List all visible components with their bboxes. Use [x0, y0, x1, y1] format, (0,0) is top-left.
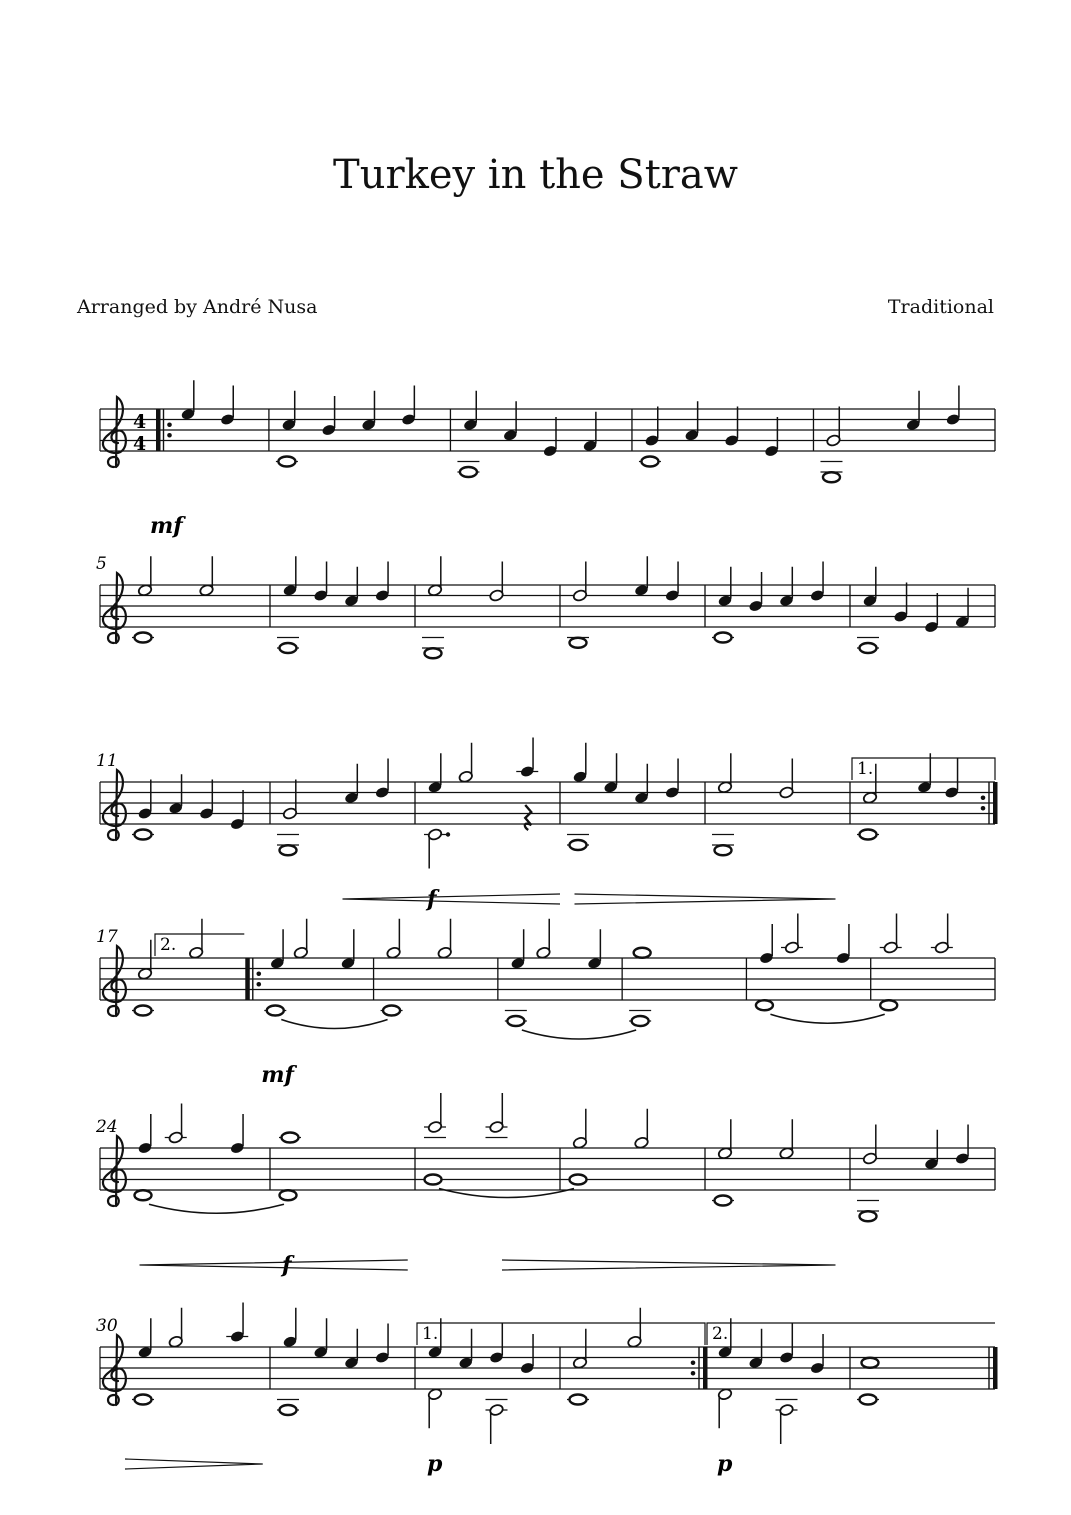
whole-note [715, 633, 732, 643]
tie [149, 1204, 284, 1213]
measure [570, 1109, 706, 1190]
measure [567, 743, 705, 850]
measure [132, 774, 270, 839]
thick-barline [993, 782, 998, 824]
repeat-dot [981, 806, 986, 811]
whole-note [634, 948, 651, 958]
whole-note [383, 1006, 400, 1016]
dynamic-marking: p [717, 1451, 733, 1477]
staff-system [96, 554, 995, 658]
volta-label: 1. [422, 1324, 439, 1344]
measure [457, 391, 632, 477]
volta-label: 2. [160, 935, 177, 955]
diminuendo-hairpin [125, 1459, 263, 1469]
staff-system [95, 1093, 995, 1278]
repeat-dot [691, 1371, 696, 1376]
staff-system [96, 738, 998, 913]
whole-note [135, 1395, 152, 1405]
quarter-rest [525, 805, 531, 830]
measure-number: 24 [96, 1117, 118, 1137]
whole-note [570, 1395, 587, 1405]
whole-note [823, 472, 840, 482]
repeat-dot [167, 422, 172, 427]
whole-note [135, 1190, 152, 1200]
measure [417, 1318, 705, 1444]
crescendo-hairpin [343, 894, 561, 904]
measure [276, 386, 451, 467]
volta-label: 2. [712, 1324, 729, 1344]
whole-note [860, 1395, 877, 1405]
tie [770, 1014, 884, 1023]
augmentation-dot [446, 832, 450, 836]
time-signature-top: 4 [133, 411, 147, 433]
measure [277, 759, 415, 856]
thick-barline [156, 409, 161, 451]
whole-note [860, 643, 877, 653]
whole-note [460, 467, 477, 477]
time-signature-bottom: 4 [133, 433, 147, 455]
whole-note [862, 1358, 879, 1368]
whole-note [280, 643, 297, 653]
measure [629, 948, 746, 1026]
measure [820, 386, 995, 483]
volta-bracket [852, 758, 995, 780]
whole-note [880, 1000, 897, 1010]
whole-note [860, 830, 877, 840]
measure-number: 30 [96, 1316, 118, 1336]
whole-note [507, 1016, 524, 1026]
whole-note [715, 1196, 732, 1206]
measure [277, 556, 415, 653]
staff-system [96, 1303, 998, 1478]
whole-note [135, 830, 152, 840]
whole-note [570, 638, 587, 648]
whole-note [280, 1190, 297, 1200]
thick-barline [703, 1347, 708, 1389]
measure [857, 1125, 995, 1222]
diminuendo-hairpin [575, 894, 836, 904]
whole-note [641, 457, 658, 467]
repeat-dot [691, 1360, 696, 1365]
dynamic-marking: f [282, 1252, 292, 1278]
measure [422, 556, 560, 658]
thick-barline [245, 958, 250, 1000]
measure [712, 753, 850, 855]
tie [522, 1030, 636, 1039]
measure [857, 567, 995, 653]
volta-bracket [707, 1323, 995, 1345]
dynamic-marking: mf [261, 1062, 295, 1088]
whole-note [570, 1175, 587, 1185]
whole-note [135, 1006, 152, 1016]
diminuendo-hairpin [502, 1260, 836, 1270]
volta-label: 1. [857, 759, 874, 779]
staff-system [100, 380, 995, 539]
measure [381, 919, 498, 1016]
repeat-dot [256, 982, 261, 987]
treble-clef-icon [103, 770, 126, 840]
measure [857, 1347, 998, 1405]
whole-note [756, 1000, 773, 1010]
repeat-dot [256, 971, 261, 976]
measure-number: 5 [96, 554, 107, 574]
measure [132, 556, 270, 642]
measure [245, 919, 387, 1029]
measure [639, 401, 814, 466]
final-barline [993, 1347, 998, 1389]
crescendo-hairpin [140, 1260, 408, 1270]
measure [277, 1308, 415, 1415]
whole-note [570, 840, 587, 850]
whole-note [280, 845, 297, 855]
whole-note [860, 1211, 877, 1221]
volta-bracket [417, 1323, 705, 1345]
whole-note [135, 633, 152, 643]
treble-clef-icon [103, 1335, 126, 1405]
dynamic-marking: p [427, 1451, 443, 1477]
whole-note [280, 1405, 297, 1415]
dynamic-marking: f [427, 886, 437, 912]
repeat-dot [981, 795, 986, 800]
measure [567, 556, 705, 648]
whole-note [282, 1133, 299, 1143]
whole-note [715, 845, 732, 855]
whole-note [425, 648, 442, 658]
page-title: Turkey in the Straw [333, 152, 738, 198]
measure [852, 753, 998, 839]
measure [707, 1318, 995, 1444]
treble-clef-icon [103, 1136, 126, 1206]
measure [132, 919, 244, 1016]
arranger-credit: Arranged by André Nusa [77, 296, 318, 318]
tie [281, 1020, 387, 1029]
measure-number: 11 [96, 751, 118, 771]
composer-credit: Traditional [887, 296, 994, 318]
whole-note [267, 1006, 284, 1016]
treble-clef-icon [103, 397, 126, 467]
measure [712, 1119, 850, 1205]
measure [880, 914, 995, 1011]
treble-clef-icon [103, 573, 126, 643]
whole-note [632, 1016, 649, 1026]
whole-note [278, 457, 295, 467]
measure [712, 562, 850, 643]
measure-number: 17 [96, 927, 118, 947]
dynamic-marking: mf [150, 513, 183, 539]
whole-note [425, 1175, 442, 1185]
repeat-dot [167, 433, 172, 438]
measure [567, 1308, 708, 1405]
treble-clef-icon [103, 946, 126, 1016]
measure [424, 1093, 574, 1198]
staff-system [96, 914, 995, 1089]
